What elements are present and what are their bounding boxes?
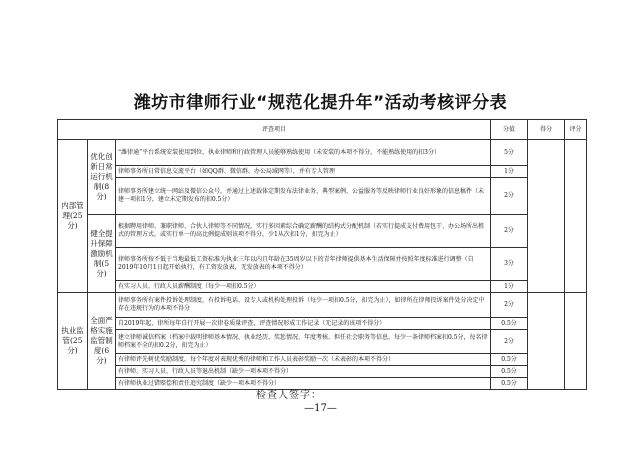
item-max-score: 0.5分	[491, 378, 528, 390]
header-note: 评分	[565, 120, 587, 140]
score-input-cell[interactable]	[528, 293, 565, 390]
item-max-score: 1分	[491, 166, 528, 178]
category-internal-management: 内部管理(25分)	[58, 140, 88, 293]
item-max-score: 2分	[491, 178, 528, 215]
item-max-score: 2分	[491, 293, 528, 318]
table-row	[58, 378, 587, 390]
item-max-score: 0.5分	[491, 366, 528, 378]
category-practice-supervision: 执业监管(25分)	[58, 293, 88, 390]
item-max-score: 0.5分	[491, 354, 528, 366]
item-content: 律师事务所有案件投诉处理制度，有投诉电话，设专人或机构处理投诉（每少一项扣0.5分，扣完为止），如律所在律师投诉案件处分决定中存在违规行为的本项不得分	[116, 293, 491, 318]
inspector-signature-label: 检查人签字：	[256, 390, 322, 401]
item-content: 有律师执业过错赔偿和责任追究制度（缺少一项本项不得分）	[116, 378, 491, 390]
table-row	[58, 281, 587, 293]
item-content: 有律师、实习人员、行政人员等退出机制（缺少一项本项不得分）	[116, 366, 491, 378]
item-max-score: 3分	[491, 248, 528, 281]
item-content: 律师事务所日常信息交流平台（如QQ群、微信群、办公局域网等），并有专人管理	[116, 166, 491, 178]
table-header-row	[58, 120, 587, 140]
item-content: 有实习人员、行政人员薪酬制度（每少一项扣0.5分）	[116, 281, 491, 293]
table-row	[58, 318, 587, 330]
subgroup-operation-mechanism: 优化创新日常运行机制(8分)	[88, 140, 116, 215]
item-max-score: 2分	[491, 215, 528, 248]
table-row	[58, 140, 587, 166]
table-row	[58, 178, 587, 215]
table-row	[58, 366, 587, 378]
table-row	[58, 354, 587, 366]
item-content: 有律师评先树优奖励制度，每个年度对表现优秀的律师和工作人员表彰奖励一次（未表彰的本项不得分）	[116, 354, 491, 366]
subgroup-incentive-mechanism: 健全提升保障激励机制(5分)	[88, 215, 116, 293]
page-title: 潍坊市律师行业“规范化提升年”活动考核评分表	[133, 93, 508, 113]
item-content: 建立律师诚信档案（档案中载明律师基本情况、执业经历、奖惩情况、年度考核、担任社会职务等信息，每少一条律师档案扣0.5分，每名律师档案不全的扣0.2分，扣完为止）	[116, 330, 491, 354]
item-content: 律师事务所按不低于当地最低工资标准为执业三年以内且年龄在35周岁以下的青年律师提供基本生活保障并按照年度标准进行调整（自2019年10月1日起开始执行，有工资发放表，无发放表的本项不得分）	[116, 248, 491, 281]
item-max-score: 5分	[491, 140, 528, 166]
scoring-table	[57, 119, 587, 390]
item-content: 自2019年起，律所每年自行开展一次律卷质量评查，评查情况形成工作记录（无记录的该项不得分）	[116, 318, 491, 330]
table-row	[58, 248, 587, 281]
header-item: 评查项目	[58, 120, 491, 140]
item-content: 根据聘用律师、兼职律师、合伙人律师等不同情况，实行多因素综合确定薪酬的结构式分配机制（若实行提成支付费用包干、办公场所出租式的管理方式，或实行单一的高比例提成则该项不得分，少1从次扣1分，扣完为止）	[116, 215, 491, 248]
subgroup-supervision-system: 全面严格实施监管制度(6分)	[88, 293, 116, 390]
note-cell[interactable]	[565, 140, 587, 293]
item-content: 律师事务所建立统一网站及微信公众号，并通过上述载体定期发布法律业务、典型案例、公益服务等反映律师行业良好形象的信息稿件（未建一项扣1分，建立未定期发布的扣0.5分）	[116, 178, 491, 215]
table-row	[58, 166, 587, 178]
note-cell[interactable]	[565, 293, 587, 390]
item-content: “潍律通”平台系统安装使用到位，执业律师和行政管理人员能够熟练使用（未安装的本项不得分，不能熟练使用的扣3分）	[116, 140, 491, 166]
table-row	[58, 215, 587, 248]
header-score: 得分	[528, 120, 565, 140]
table-row	[58, 330, 587, 354]
table-row	[58, 293, 587, 318]
header-max-score: 分值	[491, 120, 528, 140]
item-max-score: 2分	[491, 330, 528, 354]
item-max-score: 0.5分	[491, 318, 528, 330]
score-input-cell[interactable]	[528, 140, 565, 293]
page-number: —17—	[304, 403, 337, 414]
item-max-score: 1分	[491, 281, 528, 293]
